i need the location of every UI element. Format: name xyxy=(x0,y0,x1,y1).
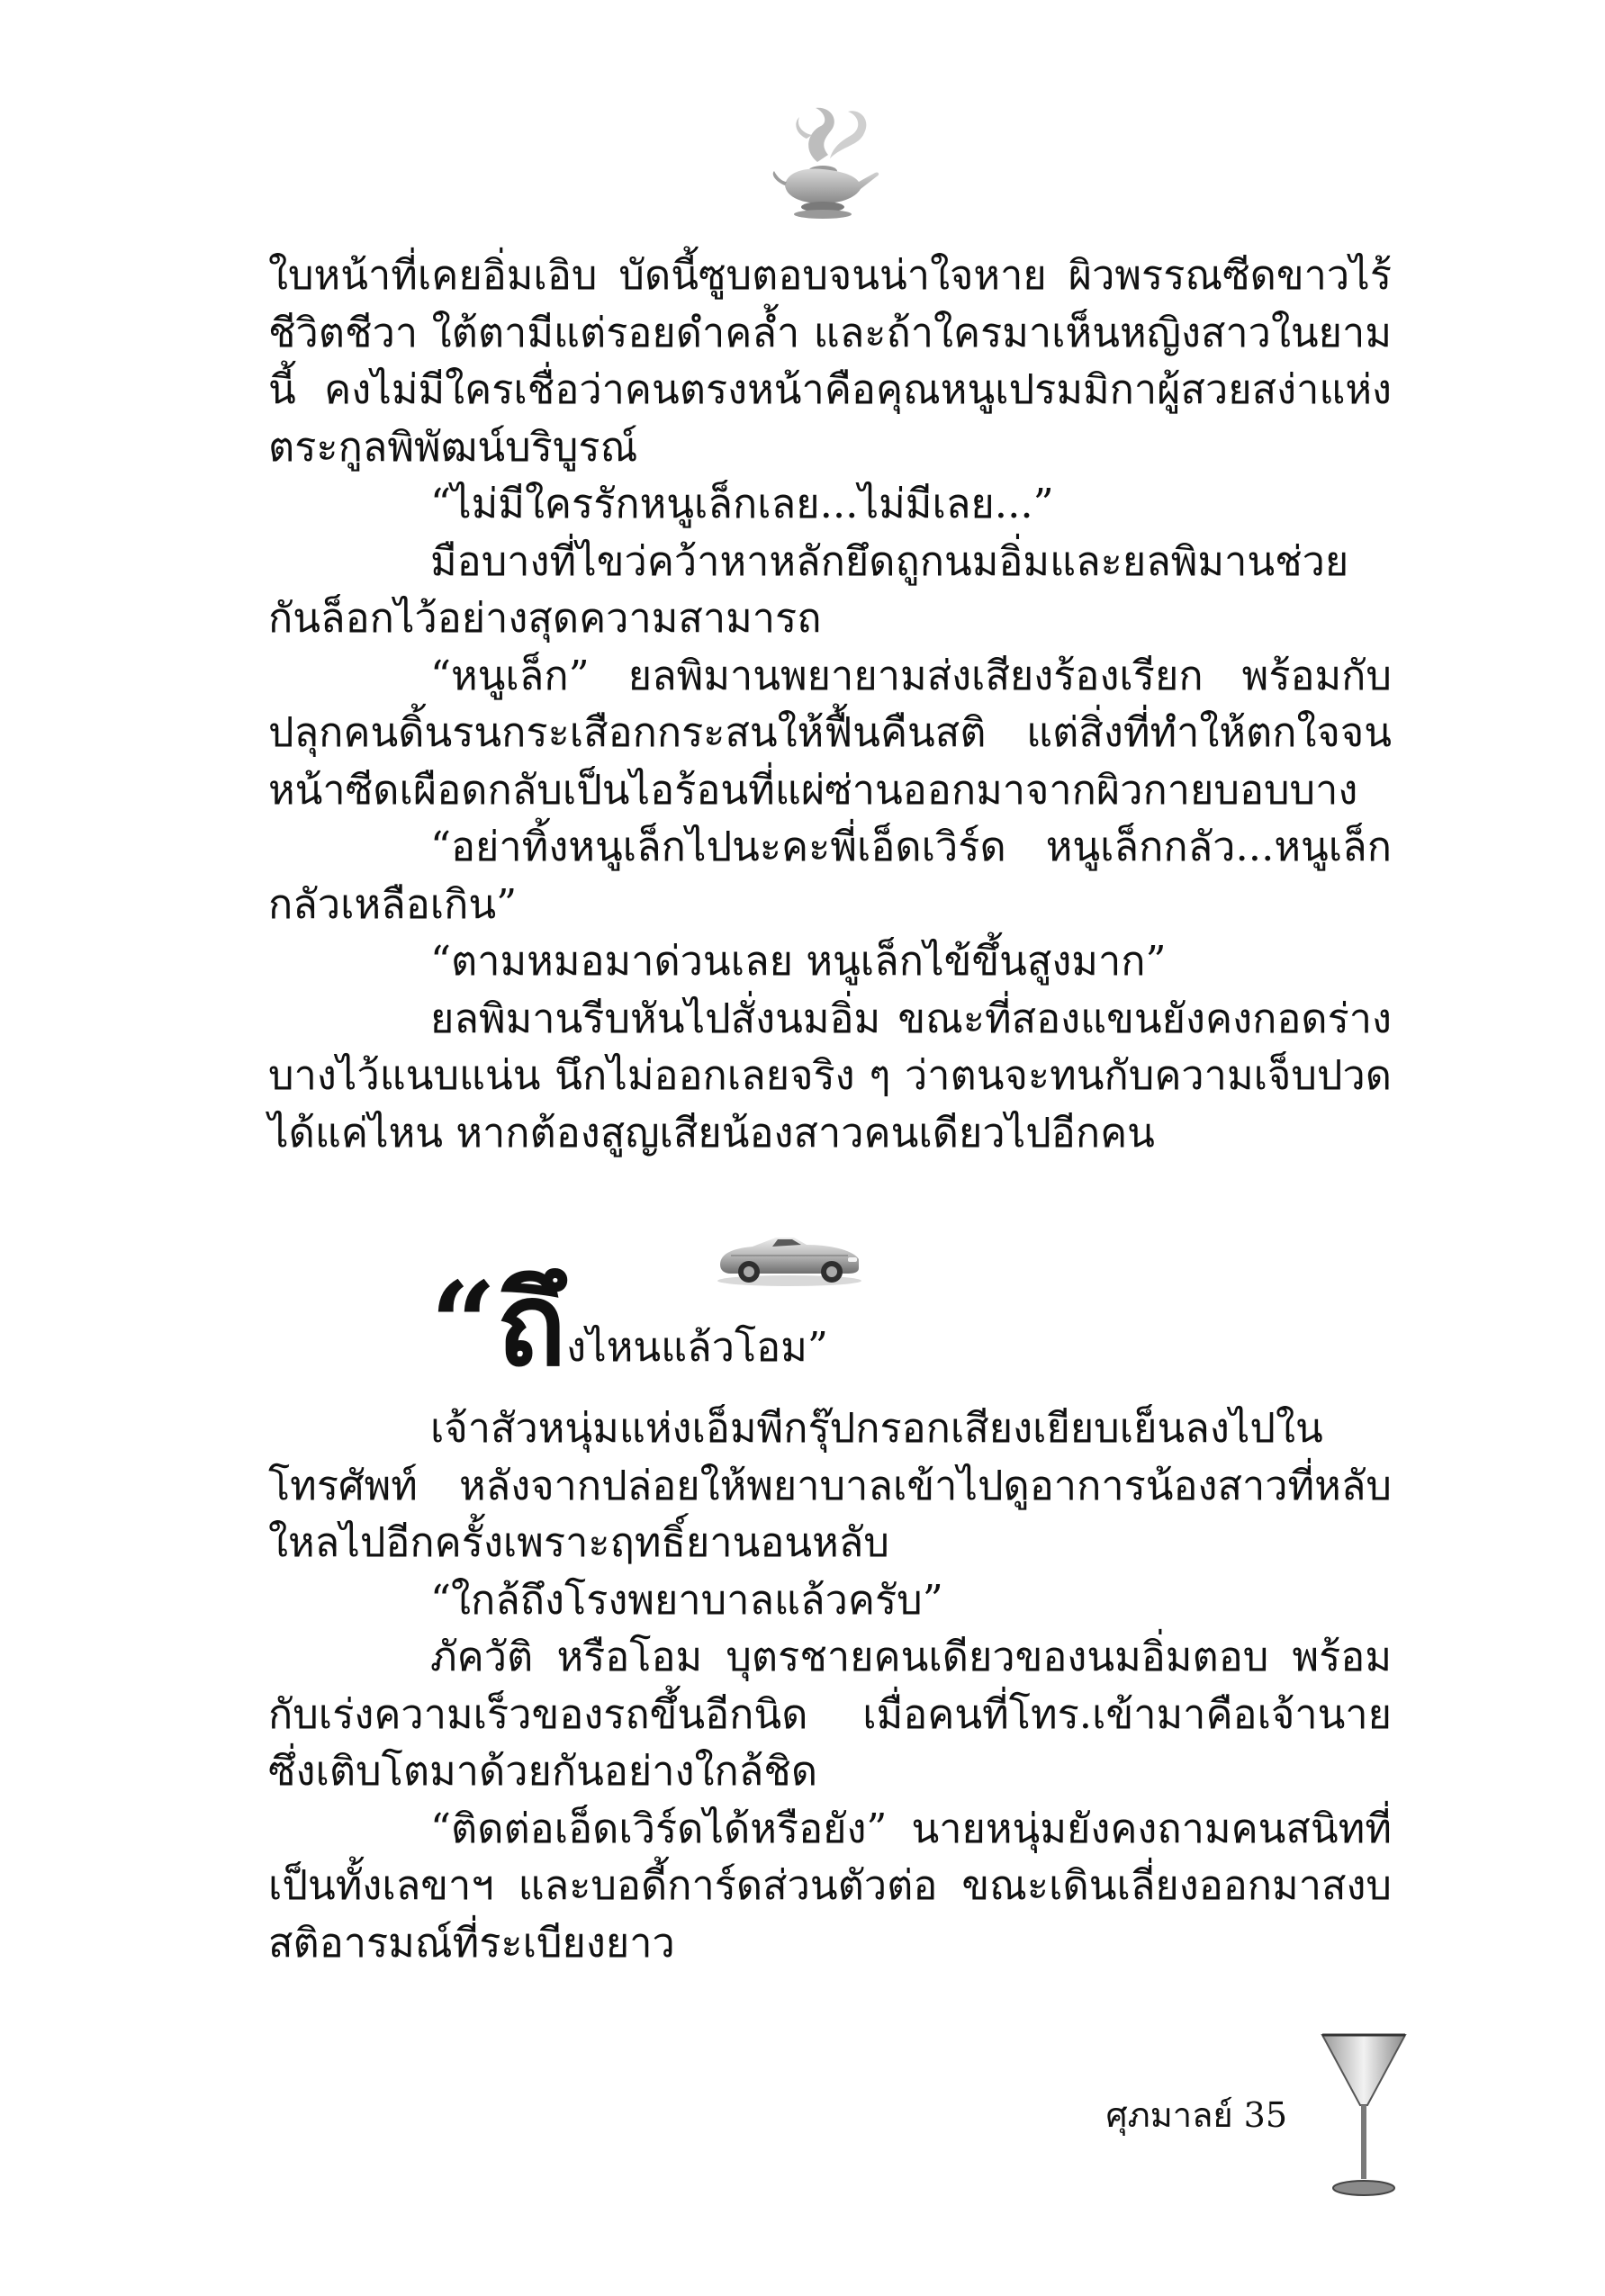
paragraph: ภัควัติ หรือโอม บุตรชายคนเดียวของนมอิ่มตอบ พร้อมกับเร่งความเร็วของรถขึ้นอีกนิด เมื่อคนที่โทร.เข้ามาคือเจ้านายซึ่งเติบโตมาด้วยกันอย่างใกล้ชิด xyxy=(268,1633,1392,1795)
text-block-upper xyxy=(268,247,1392,1161)
page-number: 35 xyxy=(1243,2095,1287,2135)
chapter-opening-line xyxy=(430,1257,1330,1392)
paragraph: “ไม่มีใครรักหนูเล็กเลย...ไม่มีเลย...” xyxy=(430,480,1054,527)
page-footer xyxy=(1062,2093,1287,2138)
paragraph: “อย่าทิ้งหนูเล็กไปนะคะพี่เอ็ดเวิร์ด หนูเล็กกลัว...หนูเล็กกลัวเหลือเกิน” xyxy=(268,823,1392,928)
paragraph: “หนูเล็ก” ยลพิมานพยายามส่งเสียงร้องเรียก พร้อมกับปลุกคนดิ้นรนกระเสือกกระสนให้ฟื้นคืนสติ แต่สิ่งที่ทำให้ตกใจจนหน้าซีดเผือดกลับเป็นไอร้อนที่แผ่ซ่านออกมาจากผิวกายบอบบาง xyxy=(268,651,1392,814)
paragraph: “ติดต่อเอ็ดเวิร์ดได้หรือยัง” นายหนุ่มยังคงถามคนสนิทที่เป็นทั้งเลขาฯ และบอดี้การ์ดส่วนตัวต่อ ขณะเดินเลี่ยงออกมาสงบสติอารมณ์ที่ระเบียงยาว xyxy=(268,1804,1392,1967)
paragraph: ใบหน้าที่เคยอิ่มเอิบ บัดนี้ซูบตอบจนน่าใจหาย ผิวพรรณซีดขาวไร้ชีวิตชีวา ใต้ตามีแต่รอยดำคล้ำ และถ้าใครมาเห็นหญิงสาวในยามนี้ คงไม่มีใครเชื่อว่าคนตรงหน้าคือคุณหนูเปรมมิกาผู้สวยสง่าแห่งตระกูลพิพัฒน์บริบูรณ์ xyxy=(268,251,1392,471)
paragraph: ยลพิมานรีบหันไปสั่งนมอิ่ม ขณะที่สองแขนยังคงกอดร่างบางไว้แนบแน่น นึกไม่ออกเลยจริง ๆ ว่าตนจะทนกับความเจ็บปวดได้แค่ไหน หากต้องสูญเสียน้องสาวคนเดียวไปอีกคน xyxy=(268,994,1392,1157)
drop-cap-letter: ถึ xyxy=(496,1257,567,1392)
drop-cap-quote: “ xyxy=(430,1257,497,1392)
martini-glass-icon xyxy=(1319,2030,1409,2201)
text-block-lower xyxy=(268,1400,1392,1971)
paragraph: เจ้าสัวหนุ่มแห่งเอ็มพีกรุ๊ปกรอกเสียงเยียบเย็นลงไปในโทรศัพท์ หลังจากปล่อยให้พยาบาลเข้าไปดูอาการน้องสาวที่หลับใหลไปอีกครั้งเพราะฤทธิ์ยานอนหลับ xyxy=(268,1404,1392,1566)
chapter-opening-text: งไหนแล้วโอม” xyxy=(566,1323,828,1371)
paragraph: “ใกล้ถึงโรงพยาบาลแล้วครับ” xyxy=(430,1575,943,1624)
paragraph: มือบางที่ไขว่คว้าหาหลักยึดถูกนมอิ่มและยลพิมานช่วยกันล็อกไว้อย่างสุดความสามารถ xyxy=(268,536,1349,642)
author-name: ศุภมาลย์ xyxy=(1105,2095,1233,2135)
paragraph: “ตามหมอมาด่วนเลย หนูเล็กไข้ขึ้นสูงมาก” xyxy=(430,937,1167,985)
genie-lamp-icon xyxy=(765,99,882,225)
